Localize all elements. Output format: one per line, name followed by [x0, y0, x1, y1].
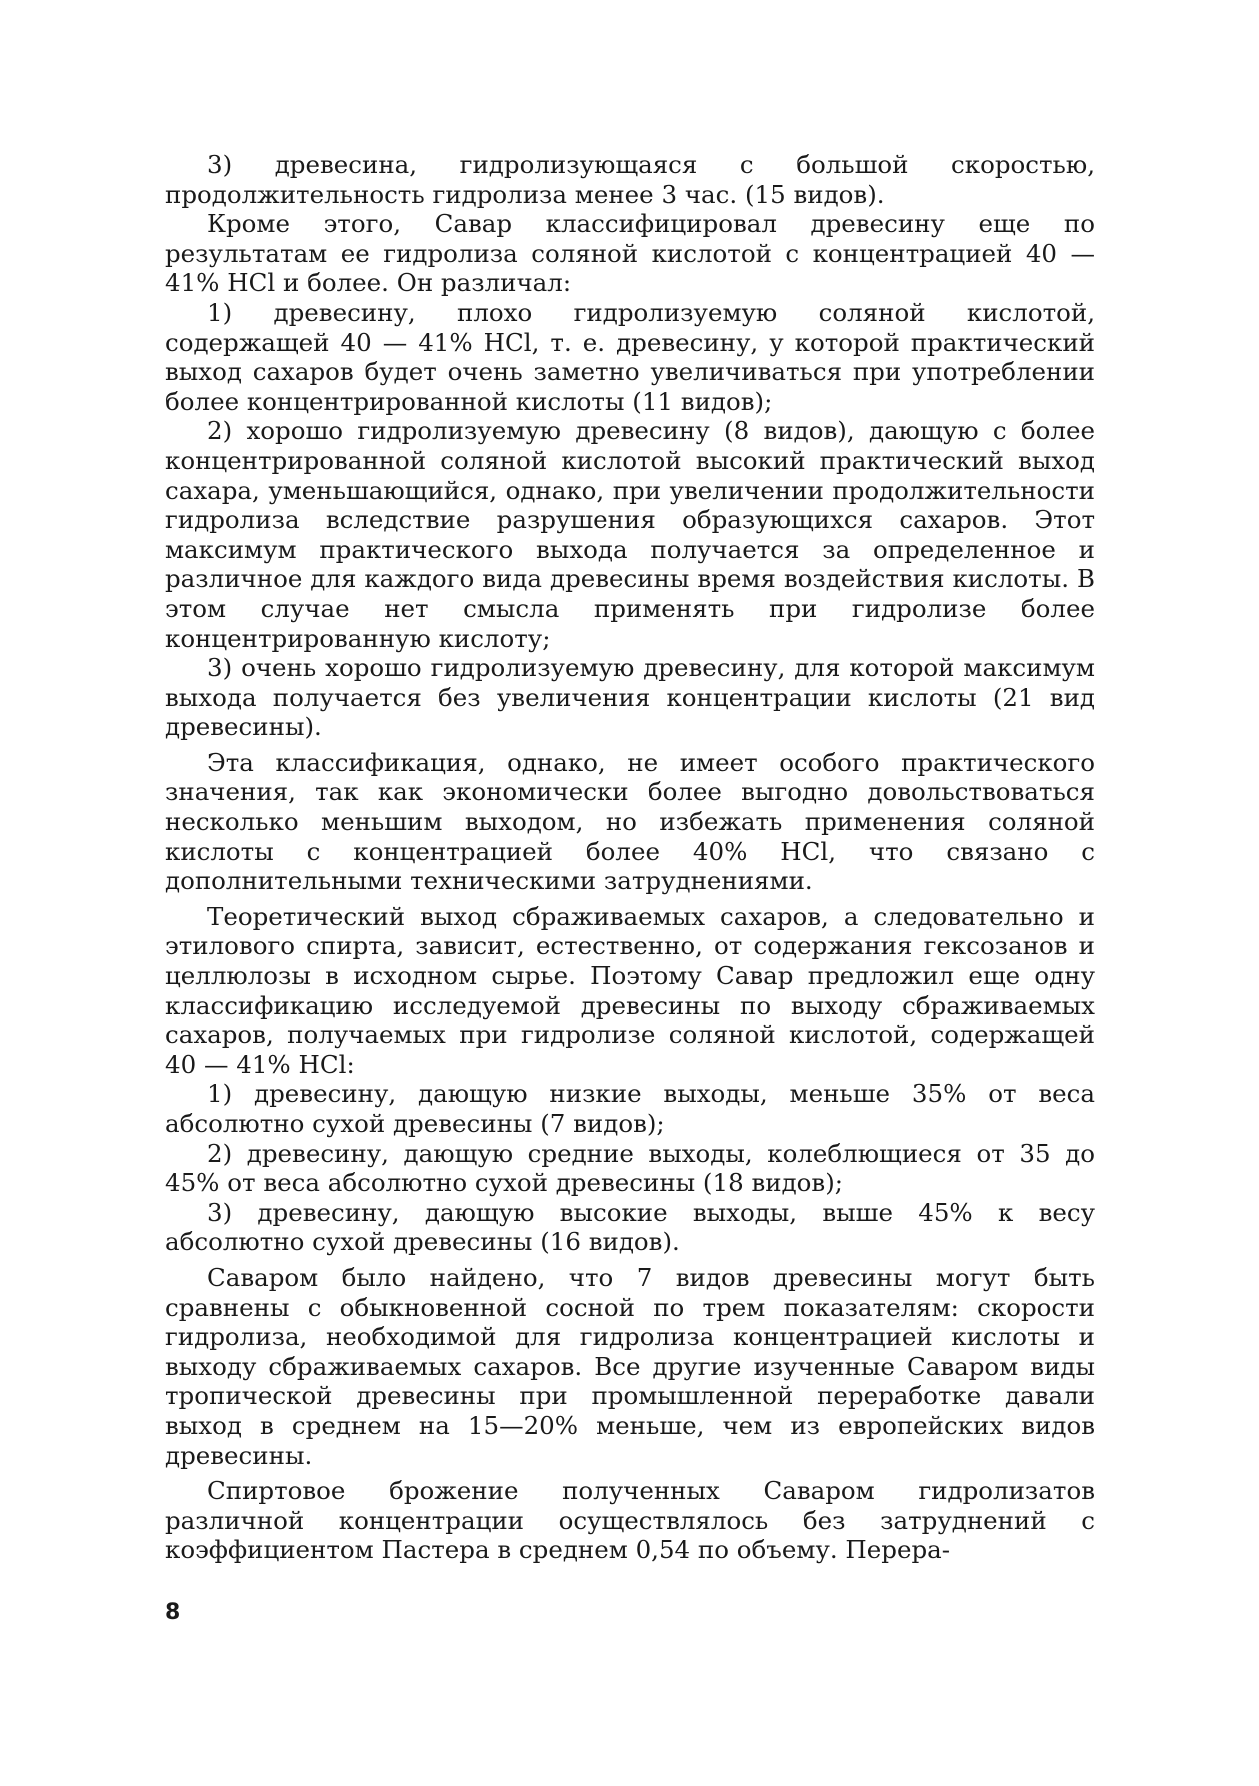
- paragraph-3: Эта классификация, однако, не имеет особого практического значения, так как экономически более выгодно довольствоваться несколько меньшим выходом, но избежать применения соляной кислоты с концентрацией более 40% HCl, что связано с дополнительными техническими затруднениями.: [165, 747, 1095, 896]
- list-item-1: 1) древесину, плохо гидролизуемую соляной кислотой, содержащей 40 — 41% HCl, т. е. древесину, у которой практический выход сахаров будет очень заметно увеличиваться при употреблении более концентрированной кислоты (11 видов);: [165, 297, 1095, 416]
- body-text: [165, 150, 1095, 1565]
- list-item-4: 1) древесину, дающую низкие выходы, меньше 35% от веса абсолютно сухой древесины (7 видов);: [165, 1079, 1095, 1138]
- paragraph-6: Спиртовое брожение полученных Саваром гидролизатов различной концентрации осуществлялось без затруднений с коэффициентом Пастера в среднем 0,54 по объему. Перера-: [165, 1476, 1095, 1565]
- paragraph-2: Кроме этого, Савар классифицировал древесину еще по результатам ее гидролиза соляной кислотой с концентрацией 40 — 41% HCl и более. Он различал:: [165, 209, 1095, 298]
- page-number: 8: [165, 1600, 181, 1625]
- paragraph-4: Теоретический выход сбраживаемых сахаров, а следовательно и этилового спирта, зависит, естественно, от содержания гексозанов и целлюлозы в исходном сырье. Поэтому Савар предложил еще одну классификацию исследуемой древесины по выходу сбраживаемых сахаров, получаемых при гидролизе соляной кислотой, содержащей 40 — 41% HCl:: [165, 901, 1095, 1079]
- list-item-2: 2) хорошо гидролизуемую древесину (8 видов), дающую с более концентрированной соляной кислотой высокий практический выход сахара, уменьшающийся, однако, при увеличении продолжительности гидролиза вследствие разрушения образующихся сахаров. Этот максимум практического выхода получается за определенное и различное для каждого вида древесины время воздействия кислоты. В этом случае нет смысла применять при гидролизе более концентрированную кислоту;: [165, 416, 1095, 653]
- paragraph-1: 3) древесина, гидролизующаяся с большой скоростью, продолжительность гидролиза менее 3 час. (15 видов).: [165, 150, 1095, 209]
- list-item-6: 3) древесину, дающую высокие выходы, выше 45% к весу абсолютно сухой древесины (16 видов).: [165, 1197, 1095, 1257]
- paragraph-5: Саваром было найдено, что 7 видов древесины могут быть сравнены с обыкновенной сосной по трем показателям: скорости гидролиза, необходимой для гидролиза концентрацией кислоты и выходу сбраживаемых сахаров. Все другие изученные Саваром виды тропической древесины при промышленной переработке давали выход в среднем на 15—20% меньше, чем из европейских видов древесины.: [165, 1262, 1095, 1470]
- list-item-3: 3) очень хорошо гидролизуемую древесину, для которой максимум выхода получается без увеличения концентрации кислоты (21 вид древесины).: [165, 653, 1095, 742]
- list-item-5: 2) древесину, дающую средние выходы, колеблющиеся от 35 до 45% от веса абсолютно сухой древесины (18 видов);: [165, 1138, 1095, 1198]
